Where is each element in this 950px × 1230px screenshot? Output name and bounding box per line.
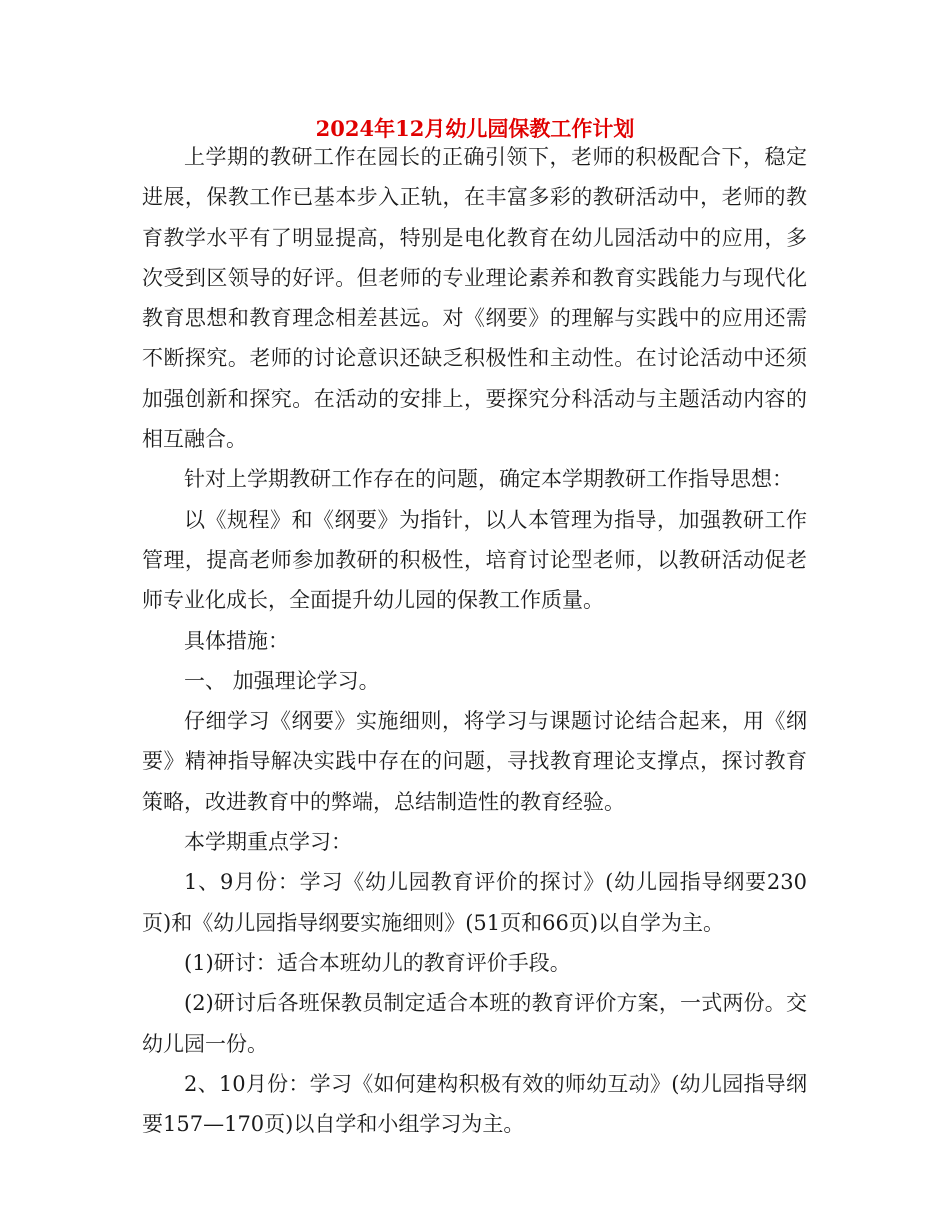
paragraph: 具体措施：: [184, 628, 289, 653]
paragraph: 针对上学期教研工作存在的问题，确定本学期教研工作指导思想：: [184, 467, 793, 492]
paragraph: 以《规程》和《纲要》为指针，以人本管理为指导，加强教研工作管理，提高老师参加教研的积极性，培育讨论型老师，以教研活动促老师专业化成长，全面提升幼儿园的保教工作质量。: [142, 507, 807, 613]
document-title: 2024年12月幼儿园保教工作计划: [315, 116, 635, 141]
paragraph: 仔细学习《纲要》实施细则，将学习与课题讨论结合起来，用《纲要》精神指导解决实践中存在的问题，寻找教育理论支撑点，探讨教育策略，改进教育中的弊端，总结制造性的教育经验。: [142, 709, 807, 814]
document-body: [142, 137, 807, 1144]
list-item: 2、10月份：学习《如何建构积极有效的师幼互动》(幼儿园指导纲要157—170页)以自学和小组学习为主。: [142, 1071, 807, 1137]
list-item: 1、9月份：学习《幼儿园教育评价的探讨》(幼儿园指导纲要230页)和《幼儿园指导纲要实施细则》(51页和66页)以自学为主。: [142, 870, 807, 935]
section-heading: 一、 加强理论学习。: [184, 668, 380, 693]
list-item: (1)研讨：适合本班幼儿的教育评价手段。: [184, 950, 571, 975]
list-item: (2)研讨后各班保教员制定适合本班的教育评价方案，一式两份。交幼儿园一份。: [142, 991, 807, 1056]
paragraph: 本学期重点学习：: [184, 830, 352, 855]
paragraph: 上学期的教研工作在园长的正确引领下，老师的积极配合下，稳定进展，保教工作已基本步入正轨，在丰富多彩的教研活动中，老师的教育教学水平有了明显提高，特别是电化教育在幼儿园活动中的应用，多次受到区领导的好评。但老师的专业理论素养和教育实践能力与现代化教育思想和教育理念相差甚远。对《纲要》的理解与实践中的应用还需不断探究。老师的讨论意识还缺乏积极性和主动性。在讨论活动中还须加强创新和探究。在活动的安排上，要探究分科活动与主题活动内容的相互融合。: [142, 145, 807, 452]
